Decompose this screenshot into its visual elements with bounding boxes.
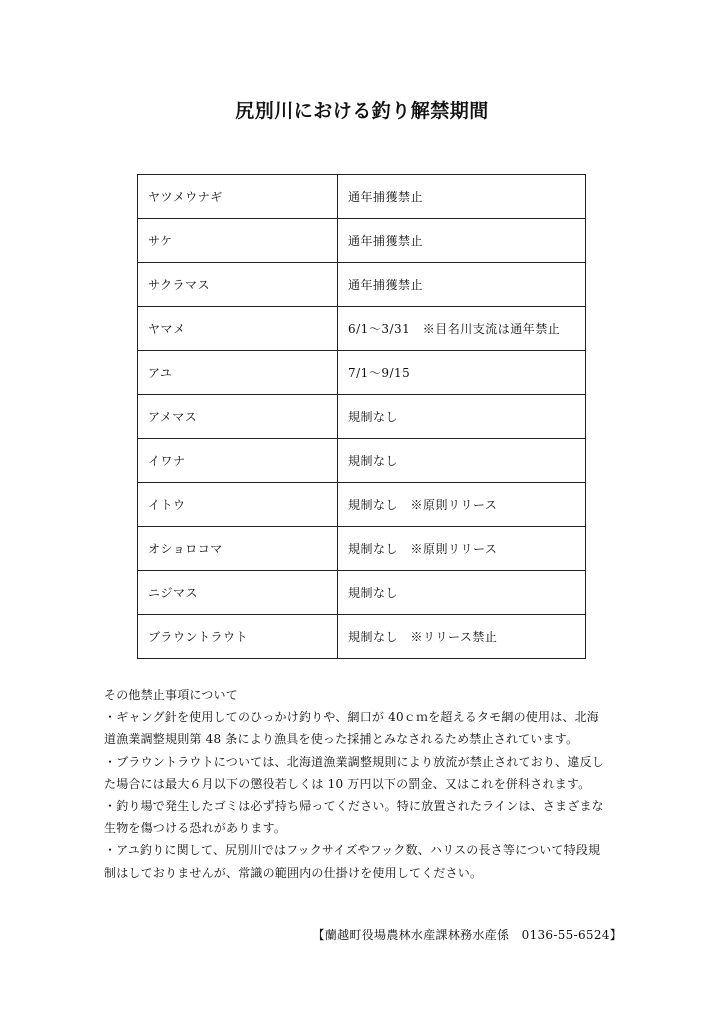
table-row <box>138 351 586 395</box>
fish-name-cell: ヤツメウナギ <box>138 175 338 219</box>
table-row <box>138 263 586 307</box>
table-row <box>138 307 586 351</box>
fish-name-cell: サケ <box>138 219 338 263</box>
fish-name-cell: アユ <box>138 351 338 395</box>
notes-line: ・ブラウントラウトについては、北海道漁業調整規則により放流が禁止されており、違反し <box>104 754 604 769</box>
season-rule-cell: 規制なし <box>338 571 586 615</box>
season-rule-cell: 規制なし <box>338 439 586 483</box>
notes-line: た場合には最大６月以下の懲役若しくは 10 万円以下の罰金、又はこれを併科されます。 <box>104 776 591 791</box>
contact-footer: 【蘭越町役場農林水産課林務水産係 0136-55-6524】 <box>312 928 622 942</box>
notes-heading: その他禁止事項について <box>104 688 238 702</box>
season-rule-cell: 6/1～3/31 ※目名川支流は通年禁止 <box>338 307 586 351</box>
notes-line: 制はしておりませんが、常識の範囲内の仕掛けを使用してください。 <box>104 865 483 880</box>
season-rule-cell: 規制なし ※原則リリース <box>338 483 586 527</box>
fish-name-cell: アメマス <box>138 395 338 439</box>
fish-name-cell: ニジマス <box>138 571 338 615</box>
table-row <box>138 571 586 615</box>
season-rule-cell: 7/1～9/15 <box>338 351 586 395</box>
other-prohibitions-section <box>104 684 628 884</box>
season-rule-cell: 規制なし <box>338 395 586 439</box>
fishing-season-table <box>137 174 586 659</box>
notes-line: ・アユ釣りに関して、尻別川ではフックサイズやフック数、ハリスの長さ等について特段規 <box>104 843 601 858</box>
season-rule-cell: 規制なし ※リリース禁止 <box>338 615 586 659</box>
table-row <box>138 483 586 527</box>
fish-name-cell: ヤマメ <box>138 307 338 351</box>
table-row <box>138 615 586 659</box>
table-row <box>138 175 586 219</box>
season-rule-cell: 通年捕獲禁止 <box>338 263 586 307</box>
table-row <box>138 527 586 571</box>
notes-line: ・ギャング針を使用してのひっかけ釣りや、網口が 40ｃｍを超えるタモ網の使用は、北海 <box>104 710 600 725</box>
season-rule-cell: 通年捕獲禁止 <box>338 175 586 219</box>
notes-line: 道漁業調整規則第 48 条により漁具を使った採捕とみなされるため禁止されています。 <box>104 732 579 747</box>
table-row <box>138 439 586 483</box>
table-row <box>138 395 586 439</box>
season-rule-cell: 規制なし ※原則リリース <box>338 527 586 571</box>
season-rule-cell: 通年捕獲禁止 <box>338 219 586 263</box>
page-title: 尻別川における釣り解禁期間 <box>235 100 489 122</box>
fish-name-cell: イワナ <box>138 439 338 483</box>
fish-name-cell: オショロコマ <box>138 527 338 571</box>
notes-line: ・釣り場で発生したゴミは必ず持ち帰ってください。特に放置されたラインは、さまざまな <box>104 799 604 814</box>
table-row <box>138 219 586 263</box>
notes-line: 生物を傷つける恐れがあります。 <box>104 821 287 836</box>
fish-name-cell: イトウ <box>138 483 338 527</box>
fish-name-cell: サクラマス <box>138 263 338 307</box>
fish-name-cell: ブラウントラウト <box>138 615 338 659</box>
